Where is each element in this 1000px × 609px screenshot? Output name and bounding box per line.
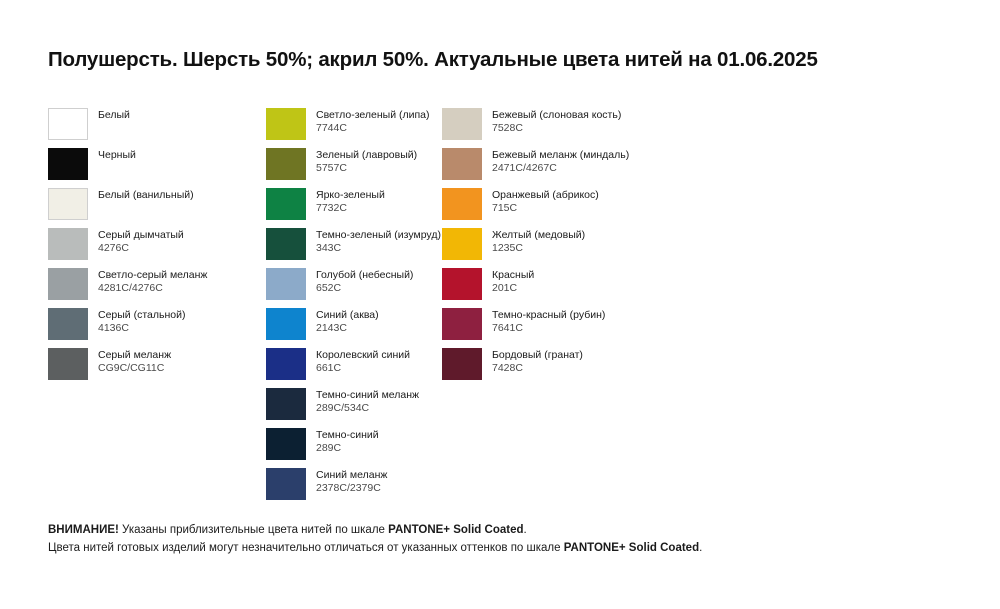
swatch-name: Королевский синий [316,349,410,361]
swatch-name: Желтый (медовый) [492,229,586,241]
swatch-pantone-code: 652C [316,282,342,295]
swatch-pantone-code: 4281C/4276C [98,282,163,295]
swatch-row [442,228,682,268]
swatch-row [266,188,442,228]
swatch-labels [492,108,621,135]
swatch-labels [98,148,136,162]
color-chip [266,228,306,260]
swatch-pantone-code: 201C [492,282,518,295]
swatch-row [442,308,682,348]
swatch-pantone-code: 5757C [316,162,347,175]
footer-line-2-end: . [699,541,703,554]
swatch-row [266,108,442,148]
swatch-labels [316,268,413,295]
swatch-labels [316,388,419,415]
swatch-labels [316,108,430,135]
swatch-row [442,188,682,228]
color-chip [48,308,88,340]
swatch-labels [316,148,417,175]
swatch-labels [98,108,130,122]
swatch-name: Темно-зеленый (изумруд) [316,229,441,241]
swatch-name: Зеленый (лавровый) [316,149,418,161]
swatch-labels [316,308,379,335]
footer-line-1 [48,522,958,540]
swatch-name: Темно-красный (рубин) [492,309,606,321]
color-chip [48,148,88,180]
footer-line-1-end: . [523,524,527,536]
swatch-labels [316,468,387,495]
swatch-name: Оранжевый (абрикос) [492,189,599,201]
swatch-labels [316,228,441,255]
swatch-name: Белый [98,109,130,121]
swatch-name: Серый дымчатый [98,229,184,241]
swatch-column-2 [266,108,442,508]
swatch-name: Светло-серый меланж [98,269,208,281]
color-chip [266,308,306,340]
color-chip [266,428,306,460]
swatch-pantone-code: 715C [492,202,518,215]
swatch-pantone-code: 7732C [316,202,347,215]
swatch-row [266,268,442,308]
color-chip [442,308,482,340]
color-chip [48,108,88,140]
swatch-labels [492,348,583,375]
swatch-labels [492,188,599,215]
footer-line-2 [48,540,958,558]
color-chip [266,108,306,140]
swatch-name: Ярко-зеленый [316,189,385,201]
swatch-row [48,308,266,348]
swatch-name: Голубой (небесный) [316,269,414,281]
swatch-name: Серый меланж [98,349,172,361]
swatch-pantone-code: 289C [316,442,342,455]
color-chip [266,148,306,180]
footer-line-2-text: Цвета нитей готовых изделий могут незначительно отличаться от указанных оттенков по шкале [48,541,564,554]
swatch-labels [492,148,629,175]
footer-attention-label: ВНИМАНИЕ! [48,524,119,536]
swatch-pantone-code: 2471C/4267C [492,162,557,175]
swatch-row [442,348,682,388]
swatch-name: Темно-синий [316,429,379,441]
swatch-row [48,148,266,188]
color-chip [266,268,306,300]
swatch-row [48,268,266,308]
swatch-name: Темно-синий меланж [316,389,420,401]
swatch-name: Синий меланж [316,469,388,481]
page-title: Полушерсть. Шерсть 50%; акрил 50%. Актуальные цвета нитей на 01.06.2025 [48,48,818,71]
swatch-labels [316,428,379,455]
footer-line-1-text: Указаны приблизительные цвета нитей по шкале [118,524,389,536]
swatch-row [442,148,682,188]
swatch-pantone-code: 7641C [492,322,523,335]
swatch-name: Белый (ванильный) [98,189,194,201]
color-chip [266,188,306,220]
swatch-labels [98,308,185,335]
swatch-labels [492,308,605,335]
swatch-column-3 [442,108,682,508]
swatch-row [266,428,442,468]
swatch-row [266,348,442,388]
swatch-column-1 [48,108,266,508]
swatch-labels [98,188,194,202]
color-chip [442,148,482,180]
swatch-columns [48,108,958,508]
swatch-name: Серый (стальной) [98,309,186,321]
color-chip [48,188,88,220]
swatch-row [48,108,266,148]
swatch-row [266,228,442,268]
swatch-name: Красный [492,269,535,281]
swatch-name: Бордовый (гранат) [492,349,583,361]
swatch-pantone-code: 4276C [98,242,129,255]
swatch-labels [98,348,171,375]
color-chip [48,348,88,380]
color-chip [48,268,88,300]
color-chip [442,108,482,140]
swatch-name: Черный [98,149,136,161]
swatch-labels [98,268,207,295]
footer-pantone-label-1: PANTONE+ Solid Coated [388,524,524,536]
swatch-pantone-code: 4136C [98,322,129,335]
swatch-pantone-code: 1235C [492,242,523,255]
footer-pantone-label-2: PANTONE+ Solid Coated [563,541,700,554]
swatch-row [266,468,442,508]
swatch-pantone-code: 2378C/2379C [316,482,381,495]
swatch-name: Светло-зеленый (липа) [316,109,430,121]
swatch-row [266,308,442,348]
swatch-pantone-code: 7744C [316,122,347,135]
swatch-name: Бежевый меланж (миндаль) [492,149,630,161]
color-chip [266,348,306,380]
swatch-labels [316,348,410,375]
swatch-labels [492,268,534,295]
swatch-row [266,148,442,188]
swatch-labels [316,188,385,215]
swatch-row [48,228,266,268]
swatch-pantone-code: 289C/534C [316,402,370,415]
swatch-pantone-code: 7428C [492,362,523,375]
color-chip [266,388,306,420]
color-chip [266,468,306,500]
swatch-pantone-code: 2143C [316,322,347,335]
swatch-name: Синий (аква) [316,309,379,321]
color-chip [48,228,88,260]
swatch-row [48,188,266,228]
swatch-labels [492,228,585,255]
color-chip [442,348,482,380]
swatch-pantone-code: CG9C/CG11C [98,362,165,375]
swatch-row [442,108,682,148]
swatch-name: Бежевый (слоновая кость) [492,109,622,121]
color-chip [442,268,482,300]
footer-note [48,522,958,558]
color-chip [442,228,482,260]
swatch-labels [98,228,184,255]
swatch-pantone-code: 7528C [492,122,523,135]
swatch-row [442,268,682,308]
swatch-pantone-code: 343C [316,242,342,255]
swatch-row [266,388,442,428]
color-chip [442,188,482,220]
swatch-row [48,348,266,388]
swatch-pantone-code: 661C [316,362,342,375]
